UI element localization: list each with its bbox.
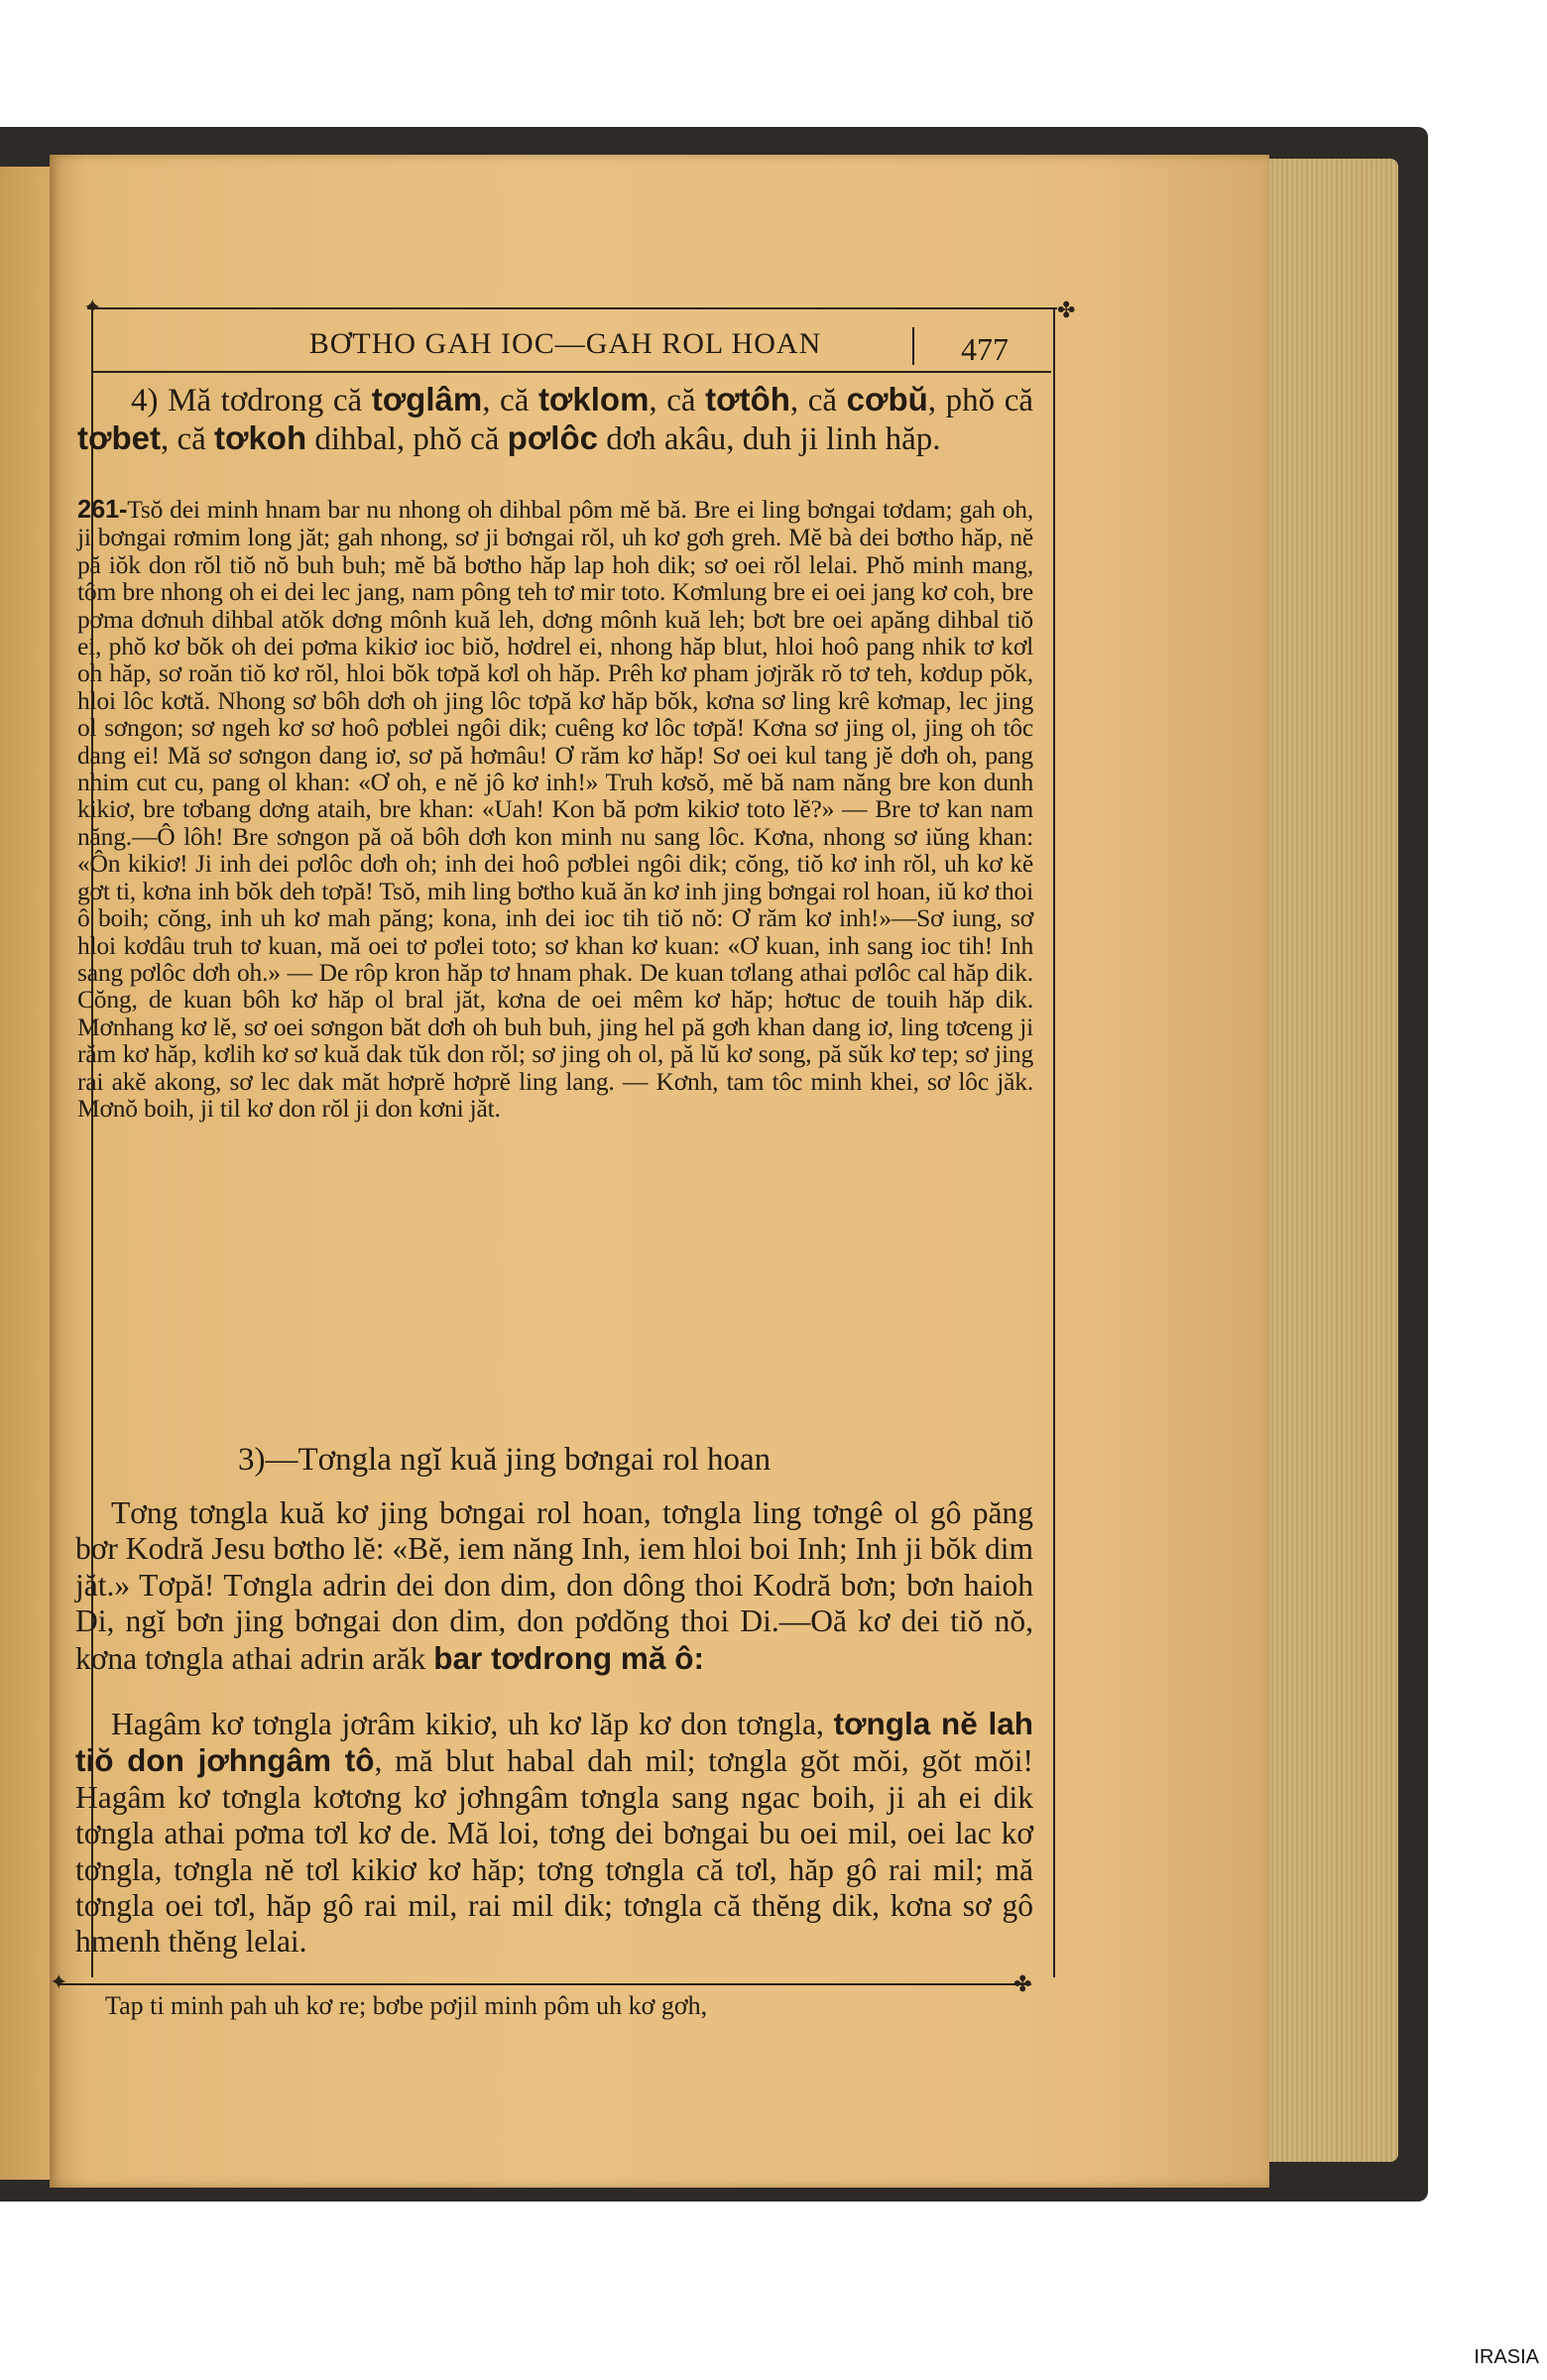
paragraph-261: 261-Tsŏ dei minh hnam bar nu nhong oh dihbal pôm mĕ bă. Bre ei ling bơngai tơdam; gah oh, ji bơngai rơmim long jăt; gah nhong, sơ ji bơngai rŏl, uh kơ gơh greh. Mĕ bà dei bơtho hăp, nĕ pă iŏk don rŏl tiŏ nŏ buh buh; mĕ bă bơtho hăp lap hoh dik; sơ oei rŏl lelai. Phŏ minh mang, tôm bre nhong oh ei dei lec jang, nam pông teh tơ mir toto. Kơmlung bre ei oei jang kơ coh, bre pơma dơnuh dihbal atŏk dơng mônh kuă leh, dơng mônh kuă leh; bơt bre oei apăng dihbal tiŏ ei, phŏ kơ bŏk oh dei pơma kikiơ ioc biŏ, hơdrel ei, nhong hăp blut, hloi hoô pang nhik tơ kơl oh hăp, sơ roăn tiŏ kơ rŏl, hloi bŏk tơpă kơl oh hăp. Prêh kơ pham jơjrăk rŏ tơ teh, kơdup pŏk, hloi lôc kơtă. Nhong sơ bôh dơh oh jing lôc tơpă kơ hăp bŏk, kơna sơ ling krê kơmap, lec jing ol sơngon; sơ ngeh kơ sơ hoô pơblei ngôi dik; cuêng kơ lôc tơpă! Kơna sơ jing ol, jing oh tôc dang ei! Mă sơ sơngon dang iơ, sơ pă hơmâu! Ơ răm kơ hăp! Sơ oei kul tang jĕ dơh oh, pang nhim cut cu, pang ol khan: «Ơ oh, e nĕ jô kơ inh!» Truh kơsŏ, mĕ bă nam năng bre kon dunh kikiơ, bre tơbang dơng ataih, bre khan: «Uah! Kon bă pơm kikiơ toto lĕ?» — Bre tơ kan nam năng.—Ô lôh! Bre sơngon pă oă bôh dơh kon minh nu sang lôc. Kơna, nhong sơ iŭng khan: «Ôn kikiơ! Ji inh dei pơlôc dơh oh; inh dei hoô pơblei ngôi dik; cŏng, tiŏ kơ inh rŏl, uh kơ kĕ gơt ti, kơna inh bŏk deh tơpă! Tsŏ, mih ling bơtho kuă ăn kơ inh jing bơngai rol hoan, iŭ kơ thoi ô boih; cŏng, inh uh kơ mah păng; kona, inh dei ioc tih tiŏ nŏ: Ơ răm kơ inh!»—Sơ iung, sơ hloi kơdâu truh tơ kuan, mă oei tơ pơlei toto; sơ khan kơ kuan: «Ơ kuan, inh sang ioc tih! Inh sang pơlôc dơh oh.» — De rôp kron hăp tơ hnam phak. De kuan tơlang athai pơlôc cal hăp dik. Cŏng, de kuan bôh kơ hăp ol bral jăt, kơna de oei mêm kơ hăp; hơtuc de touih hăp dik. Mơnhang kơ lĕ, sơ oei sơngon băt dơh oh buh buh, jing hel pă gơh khan dang iơ, ling tơceng ji răm kơ hăp, kơlih kơ sơ kuă dak tŭk don rŏl; sơ jing oh ol, pă lŭ kơ song, pă sŭk kơ tep; sơ jing rai akĕ akong, sơ lec dak măt hơprĕ hơprĕ ling lang. — Kơnh, tam tôc minh khei, sơ lôc jăk. Mơnŏ boih, ji til kơ don rŏl ji don kơni jăt. bbox=[77, 495, 1033, 1123]
section-heading: 3)—Tơngla ngĭ kuă jing bơngai rol hoan bbox=[238, 1442, 772, 1478]
page-number: 477 bbox=[961, 331, 1009, 367]
left-page-sliver bbox=[0, 167, 56, 2180]
page-edges bbox=[1250, 159, 1398, 2162]
watermark: IRASIA bbox=[1474, 2346, 1539, 2368]
bottom-rule bbox=[60, 1983, 1031, 1985]
corner-ornament-icon: ✦ bbox=[50, 1969, 68, 1994]
paragraph-4: 4) Mă tơdrong că tơglâm, că tơklom, că tơtôh, că cơbŭ, phŏ că tơbet, că tơkoh dihbal, phŏ că pơlôc dơh akâu, duh ji linh hăp. bbox=[77, 381, 1033, 457]
paragraph-number: 261- bbox=[77, 496, 128, 524]
header-rule bbox=[93, 371, 1051, 373]
corner-ornament-icon: ✤ bbox=[1013, 1971, 1032, 1996]
header-separator bbox=[912, 327, 914, 365]
running-head: BƠTHO GAH IOC—GAH ROL HOAN bbox=[308, 327, 822, 360]
paragraph-hagam: Hagâm kơ tơngla jơrâm kikiơ, uh kơ lăp kơ don tơngla, tơngla nĕ lah tiŏ don jơhngâm tô, mă blut habal dah mil; tơngla gŏt mŏi, gŏt mŏi! Hagâm kơ tơngla kơtơng kơ jơhngâm tơngla sang ngac boih, ji ah ei dik tơngla athai pơma tơl kơ de. Mă loi, tơng dei bơngai bu oei mil, oei lac kơ tơngla, tơngla nĕ tơl kikiơ kơ hăp; tơng tơngla că tơl, hăp gô rai mil; mă tơngla oei tơl, hăp gô rai mil, rai mil dik; tơngla că thĕng dik, kơna sơ gô hmenh thĕng lelai. bbox=[75, 1706, 1034, 1960]
paragraph-tong: Tơng tơngla kuă kơ jing bơngai rol hoan, tơngla ling tơngê ol gô păng bơr Kodră Jesu bơtho lĕ: «Bĕ, iem năng Inh, iem hloi boi Inh; Inh ji bŏk dim jăt.» Tơpă! Tơngla adrin dei don dim, don dông thoi Kodră bơn; bơn haioh Di, ngĭ bơn jing bơngai don dim, don pơdŏng thoi Di.—Oă kơ dei tiŏ nŏ, kơna tơngla athai adrin arăk bar tơdrong mă ô: bbox=[75, 1495, 1033, 1676]
catchline: Tap ti minh pah uh kơ re; bơbe pơjil minh pôm uh kơ gơh, bbox=[105, 1991, 708, 2020]
corner-ornament-icon: ✤ bbox=[1057, 298, 1076, 322]
corner-ornament-icon: ✦ bbox=[83, 295, 102, 319]
